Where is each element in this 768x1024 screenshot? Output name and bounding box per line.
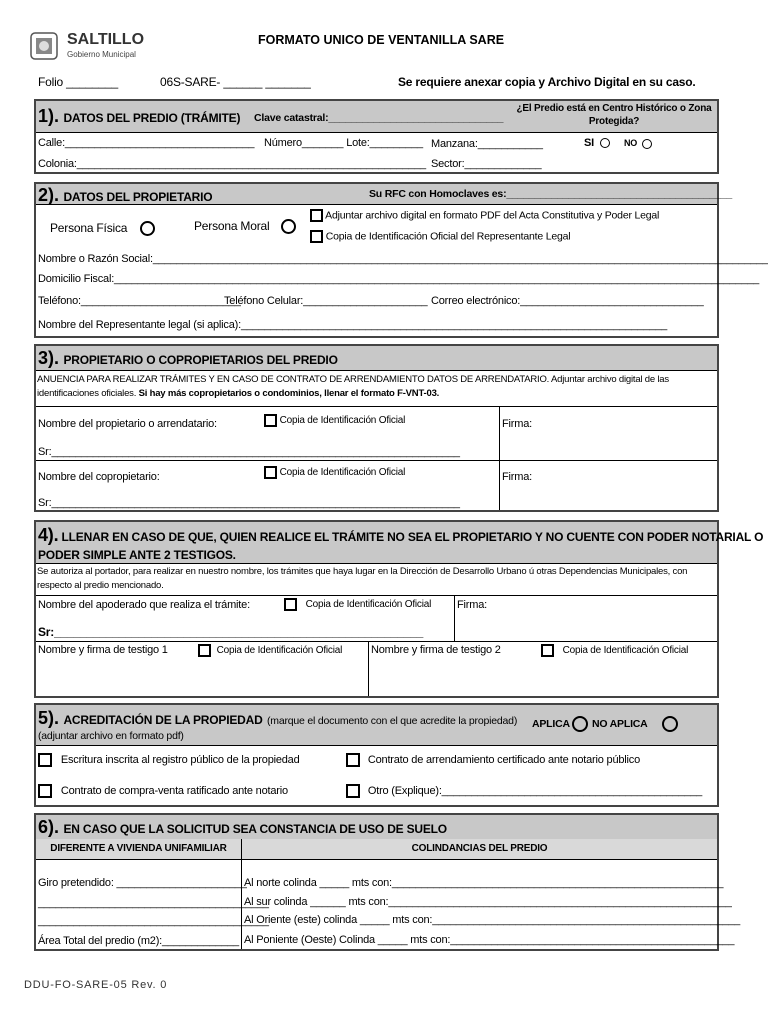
colonia-field[interactable]: Colonia:___________________________________________________________ (38, 158, 426, 170)
footer-code: DDU-FO-SARE-05 Rev. 0 (24, 979, 168, 991)
representante-legal-field[interactable]: Nombre del Representante legal (si aplica):________________________________________________________________________ (38, 319, 668, 331)
copia-representante-checkbox[interactable] (310, 230, 323, 243)
historic-question: ¿El Predio está en Centro Histórico o Zona Protegida? (516, 103, 712, 127)
no-label: NO (624, 138, 638, 148)
sur-field[interactable]: Al sur colinda ______ mts con:__________________________________________________________ (244, 896, 732, 908)
no-aplica-option[interactable] (592, 716, 678, 732)
logo-text: SALTILLO (67, 31, 145, 48)
copropietario-sr-field[interactable]: Sr:_____________________________________________________________________ (38, 497, 460, 509)
form-title: FORMATO UNICO DE VENTANILLA SARE (258, 33, 505, 47)
sector-field[interactable]: Sector:_____________ (431, 158, 542, 170)
testigo-2-copia-checkbox[interactable] (541, 644, 554, 657)
copia-representante-checkbox-row[interactable] (310, 230, 570, 243)
historic-no-option[interactable] (624, 138, 652, 149)
folio-code-field[interactable]: 06S-SARE- ______ _______ (160, 75, 311, 89)
copia-representante-label: Copia de Identificación Oficial del Representante Legal (325, 230, 571, 243)
testigo-2-copia-row[interactable] (541, 644, 688, 657)
copropietario-copia-label: Copia de Identificación Oficial (279, 467, 406, 479)
aplica-radio[interactable] (572, 716, 588, 732)
contrato-arrendamiento-label: Contrato de arrendamiento certificado ante notario público (367, 753, 640, 766)
testigo-2-copia-label: Copia de Identificación Oficial (562, 645, 689, 657)
propietario-copia-label: Copia de Identificación Oficial (279, 415, 406, 427)
no-aplica-label: NO APLICA (592, 717, 648, 730)
si-label: SI (584, 137, 594, 149)
copropietario-firma-field[interactable]: Firma: (502, 471, 532, 483)
apoderado-firma-field[interactable]: Firma: (457, 599, 487, 611)
s6-blank-line-2[interactable]: _______________________________________ (38, 915, 269, 927)
escritura-label: Escritura inscrita al registro público de la propiedad (60, 753, 300, 766)
s6-blank-line-1[interactable]: _______________________________________ (38, 897, 269, 909)
testigo-1-label: Nombre y firma de testigo 1 (38, 644, 168, 656)
section-5-subtitle: (adjuntar archivo en formato pdf) (38, 730, 184, 742)
poniente-field[interactable]: Al Poniente (Oeste) Colinda _____ mts con:________________________________________________ (244, 934, 735, 946)
section-4-number: 4). (38, 525, 59, 545)
section-3-number: 3). (38, 348, 60, 368)
section-3-title: PROPIETARIO O COPROPIETARIOS DEL PREDIO (63, 353, 338, 367)
apoderado-copia-checkbox[interactable] (284, 598, 297, 611)
rfc-field[interactable]: Su RFC con Homoclaves es:________________________________________ (369, 188, 732, 200)
si-radio[interactable] (600, 138, 610, 148)
otro-option[interactable] (346, 784, 702, 798)
telefono-field[interactable]: Teléfono:___________________________ (38, 295, 241, 307)
nombre-razon-social-field[interactable]: Nombre o Razón Social:________________________________________________________________________________________________________ (38, 253, 768, 265)
section-1-number: 1). (38, 106, 60, 126)
section-4-apoderado (34, 520, 764, 698)
historic-si-option[interactable] (584, 137, 610, 149)
propietario-sr-field[interactable]: Sr:_____________________________________________________________________ (38, 446, 460, 458)
clave-catastral-field[interactable]: Clave catastral:_______________________________ (254, 112, 504, 124)
compra-venta-label: Contrato de compra-venta ratificado ante notario (60, 784, 288, 797)
section-4-title-text1: LLENAR EN CASO DE QUE, QUIEN REALICE EL TRÁMITE NO SEA EL PROPIETARIO Y NO CUENTE CON PODER NOTARIAL O (61, 530, 764, 544)
section-2-propietario (34, 182, 768, 338)
persona-moral-label: Persona Moral (194, 219, 270, 233)
adjuntar-acta-checkbox[interactable] (310, 209, 323, 222)
section-6-title: EN CASO QUE LA SOLICITUD SEA CONSTANCIA DE USO DE SUELO (63, 822, 447, 836)
section-4-text-line1: Se autoriza al portador, para realizar en nuestro nombre, los trámites que haya lugar en la Dirección de Desarrollo Urbano ú otras Dependencias Municipales, con (37, 566, 688, 577)
section-3-text-line2 (37, 388, 439, 399)
area-total-field[interactable]: Área Total del predio (m2):_____________ (38, 935, 239, 947)
otro-label: Otro (Explique):____________________________________________ (367, 784, 703, 797)
coat-of-arms-icon (27, 29, 61, 63)
propietario-copia-checkbox[interactable] (264, 414, 277, 427)
persona-moral-radio[interactable] (281, 219, 296, 234)
persona-moral-option[interactable] (194, 219, 296, 234)
copropietario-label: Nombre del copropietario: (38, 471, 160, 483)
oriente-field[interactable]: Al Oriente (este) colinda _____ mts con:____________________________________________________ (244, 914, 740, 926)
section-6-uso-suelo (34, 813, 740, 951)
apoderado-label: Nombre del apoderado que realiza el trámite: (38, 599, 250, 611)
copropietario-copia-row[interactable] (264, 466, 405, 479)
telefono-celular-field[interactable]: Teléfono Celular:_____________________ (224, 295, 428, 307)
contrato-arrendamiento-option[interactable] (346, 753, 640, 767)
aplica-label: APLICA (532, 717, 570, 730)
copropietario-copia-checkbox[interactable] (264, 466, 277, 479)
section-5-title-note: (marque el documento con el que acredite la propiedad) (267, 715, 518, 727)
persona-fisica-option[interactable] (50, 221, 155, 236)
no-radio[interactable] (642, 139, 652, 149)
diferente-vivienda-header: DIFERENTE A VIVIENDA UNIFAMILIAR (50, 843, 227, 854)
propietario-copia-row[interactable] (264, 414, 405, 427)
colindancias-header: COLINDANCIAS DEL PREDIO (411, 843, 548, 854)
apoderado-copia-row[interactable] (284, 598, 431, 611)
section-3-text-line2a: identificaciones oficiales. (37, 388, 137, 399)
contrato-arrendamiento-checkbox[interactable] (346, 753, 360, 767)
manzana-field[interactable]: Manzana:___________ (431, 138, 543, 150)
numero-lote-field[interactable]: Número_______ Lote:_________ (264, 137, 423, 149)
adjuntar-acta-checkbox-row[interactable] (310, 209, 659, 222)
section-5-number: 5). (38, 708, 60, 728)
section-4-title-line2: PODER SIMPLE ANTE 2 TESTIGOS. (38, 548, 236, 562)
compra-venta-checkbox[interactable] (38, 784, 52, 798)
correo-field[interactable]: Correo electrónico:_______________________________ (431, 295, 704, 307)
section-5-title: ACREDITACIÓN DE LA PROPIEDAD (63, 713, 263, 727)
otro-checkbox[interactable] (346, 784, 360, 798)
testigo-1-copia-checkbox[interactable] (198, 644, 211, 657)
persona-fisica-radio[interactable] (140, 221, 155, 236)
compra-venta-option[interactable] (38, 784, 288, 798)
domicilio-fiscal-field[interactable]: Domicilio Fiscal:_____________________________________________________________________________________________________________ (38, 273, 760, 285)
giro-field[interactable]: Giro pretendido: ______________________ (38, 877, 247, 889)
testigo-1-copia-row[interactable] (198, 644, 342, 657)
section-2-number: 2). (38, 185, 60, 205)
section-1-title: DATOS DEL PREDIO (TRÁMITE) (63, 111, 241, 125)
calle-field[interactable]: Calle:________________________________ (38, 137, 255, 149)
aplica-option[interactable] (532, 716, 588, 732)
logo (27, 29, 147, 65)
section-3-text-line1: ANUENCIA PARA REALIZAR TRÁMITES Y EN CASO DE CONTRATO DE ARRENDAMIENTO DATOS DE ARRENDATARIO. Adjuntar archivo digital de las (37, 374, 669, 385)
section-5-acreditacion (34, 703, 719, 807)
testigo-1-copia-label: Copia de Identificación Oficial (216, 645, 343, 657)
propietario-label: Nombre del propietario o arrendatario: (38, 418, 217, 430)
section-4-text-line2: respecto al predio mencionado. (37, 580, 164, 591)
folio-field[interactable]: Folio ________ (38, 75, 118, 89)
section-1-predio (34, 99, 719, 174)
persona-fisica-label: Persona Física (50, 221, 128, 235)
adjuntar-acta-label: Adjuntar archivo digital en formato PDF del Acta Constitutiva y Poder Legal (325, 209, 660, 222)
testigo-2-label: Nombre y firma de testigo 2 (371, 644, 501, 656)
norte-field[interactable]: Al norte colinda _____ mts con:________________________________________________________ (244, 877, 724, 889)
section-3-text-line2b: Si hay más copropietarios o condominios, llenar el formato F-VNT-03. (138, 388, 440, 399)
logo-subtext: Gobierno Municipal (67, 50, 136, 59)
escritura-option[interactable] (38, 753, 300, 767)
digital-note: Se requiere anexar copia y Archivo Digital en su caso. (398, 75, 696, 89)
apoderado-copia-label: Copia de Identificación Oficial (305, 599, 432, 611)
no-aplica-radio[interactable] (662, 716, 678, 732)
propietario-firma-field[interactable]: Firma: (502, 418, 532, 430)
section-3-copropietarios (34, 344, 719, 512)
apoderado-sr-field[interactable]: Sr:_________________________________________________________ (38, 625, 424, 639)
section-6-number: 6). (38, 817, 60, 837)
escritura-checkbox[interactable] (38, 753, 52, 767)
section-4-title-line1 (38, 525, 763, 546)
section-2-title: DATOS DEL PROPIETARIO (63, 190, 213, 204)
